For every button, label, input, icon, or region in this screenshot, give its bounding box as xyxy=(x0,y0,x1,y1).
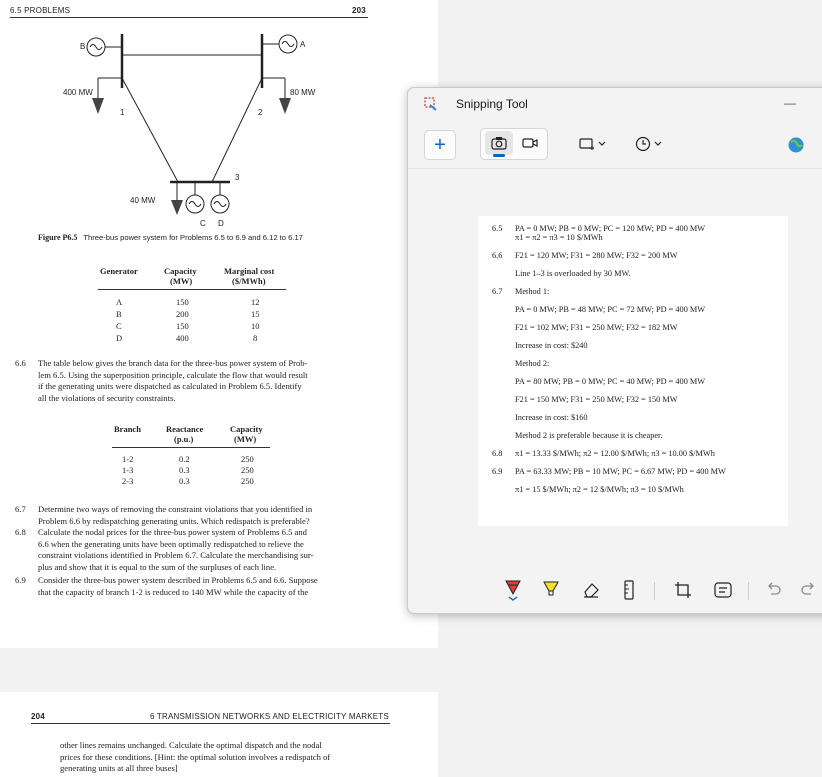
new-snip-button[interactable] xyxy=(424,130,456,160)
gen-b-label: B xyxy=(80,42,86,51)
window-title: Snipping Tool xyxy=(456,97,528,111)
plus-icon: + xyxy=(434,134,446,156)
problem-6-8-text: Calculate the nodal prices for the three-bus power system of Problems 6.5 and 6.6 when the generating units have been optimally redispatched to relieve the constraint violations identified in Problem 6.7. Calculate the merchandising sur- plus and show that it is equal to the sum of the surpluses of each line. xyxy=(38,527,314,572)
answer-line: PA = 63.33 MW; PB = 10 MW; PC = 6.67 MW; PD = 400 MW xyxy=(515,467,726,476)
answer-line: F21 = 150 MW; F31 = 250 MW; F32 = 150 MW xyxy=(515,395,678,404)
problem-6-7-text: Determine two ways of removing the constraint violations that you identified in Problem 6.6 by redispatching generating units. Which redispatch is preferable? xyxy=(38,504,313,526)
problem-6-9-continued: other lines remains unchanged. Calculate the optimal dispatch and the nodal prices for these conditions. [Hint: the optimal solution involves a redispatch of generating units at all three buses] xyxy=(60,740,331,774)
snip-mode-toggle xyxy=(480,128,548,160)
text-actions-button[interactable] xyxy=(710,576,736,604)
captured-snip-image xyxy=(478,216,788,526)
gen-d-label: D xyxy=(218,219,224,228)
answer-line: Method 2: xyxy=(515,359,550,368)
load-2-label: 80 MW xyxy=(290,88,316,97)
answer-line: Increase in cost: $240 xyxy=(515,341,588,350)
ruler-button[interactable] xyxy=(616,576,642,604)
bus-1-label: 1 xyxy=(120,108,125,117)
text-actions-icon xyxy=(714,581,732,599)
header-rule xyxy=(10,17,368,18)
line-1-3 xyxy=(122,78,178,182)
load-arrow-2-icon xyxy=(279,98,291,114)
eraser-icon xyxy=(582,581,600,599)
gen-c-label: C xyxy=(200,219,206,228)
snip-shape-dropdown[interactable] xyxy=(576,132,610,156)
page-number: 204 xyxy=(31,712,45,721)
header-rule xyxy=(31,723,390,724)
snipping-tool-app-icon xyxy=(424,97,438,111)
answer-line: PA = 0 MW; PB = 48 MW; PC = 72 MW; PD = 400 MW xyxy=(515,305,706,314)
load-1-label: 400 MW xyxy=(63,88,93,97)
undo-button[interactable] xyxy=(760,576,786,604)
bus-3-label: 3 xyxy=(235,173,240,182)
active-indicator xyxy=(493,154,505,157)
rectangle-snip-icon xyxy=(579,137,607,151)
undo-icon xyxy=(764,581,782,599)
book-page-203 xyxy=(0,0,438,648)
ballpoint-pen-button[interactable] xyxy=(500,576,526,604)
video-camera-icon xyxy=(522,137,538,149)
problem-6-6-text: The table below gives the branch data for the three-bus power system of Prob- lem 6.5. Using the superposition principle, calculate the flow that would result if the generating units were dispatched as calculated in Problem 6.5. Identify all the violations of security constraints. xyxy=(38,358,308,403)
branch-table: Branch Reactance (p.u.) Capacity (MW) 1-2 0.2 250 1-3 0.3 250 2-3 0.3 250 xyxy=(112,420,270,484)
problem-6-6-number: 6.6 xyxy=(15,358,26,368)
problem-6-9-text: Consider the three-bus power system described in Problems 6.5 and 6.6. Suppose that the capacity of branch 1-2 is reduced to 140 MW while the capacity of the xyxy=(38,575,318,597)
line-3-2 xyxy=(212,78,262,182)
answer-line: PA = 80 MW; PB = 0 MW; PC = 40 MW; PD = 400 MW xyxy=(515,377,706,386)
answer-line: F21 = 120 MW; F31 = 280 MW; F32 = 200 MW xyxy=(515,251,678,260)
problem-6-7-number: 6.7 xyxy=(15,504,26,514)
ruler-icon xyxy=(623,580,635,600)
load-arrow-1-icon xyxy=(92,98,104,114)
highlighter-button[interactable] xyxy=(538,576,564,604)
crop-icon xyxy=(674,581,692,599)
answer-number: 6.8 xyxy=(492,449,503,458)
snipping-tool-window xyxy=(407,87,822,614)
page-number: 203 xyxy=(352,6,366,15)
toolbar-separator xyxy=(654,582,655,600)
answer-line: F21 = 102 MW; F31 = 250 MW; F32 = 182 MW xyxy=(515,323,678,332)
problem-6-9-number: 6.9 xyxy=(15,575,26,585)
crop-button[interactable] xyxy=(670,576,696,604)
answer-line: Method 2 is preferable because it is cheaper. xyxy=(515,431,663,440)
toolbar-divider xyxy=(408,168,822,169)
three-bus-diagram xyxy=(0,20,438,235)
minimize-button[interactable]: — xyxy=(784,96,796,110)
screenshot-mode-button[interactable] xyxy=(485,131,513,155)
answer-line: π1 = π2 = π3 = 10 $/MWh xyxy=(515,233,603,242)
answer-line: PA = 0 MW; PB = 0 MW; PC = 120 MW; PD = 400 MW xyxy=(515,224,706,233)
load-3-label: 40 MW xyxy=(130,196,156,205)
highlighter-icon xyxy=(542,580,560,600)
generator-table: Generator Capacity (MW) Marginal cost ($/MWh) A 150 12 B 200 15 C 150 10 D 400 8 xyxy=(98,262,286,338)
answer-line: π1 = 15 $/MWh; π2 = 12 $/MWh; π3 = 10 $/MWh xyxy=(515,485,684,494)
answer-number: 6.6 xyxy=(492,251,503,260)
copilot-button[interactable] xyxy=(782,132,810,158)
gen-a-label: A xyxy=(300,40,306,49)
toolbar-separator xyxy=(748,582,749,600)
eraser-button[interactable] xyxy=(578,576,604,604)
answer-number: 6.9 xyxy=(492,467,503,476)
globe-icon xyxy=(787,136,805,154)
redo-icon xyxy=(800,581,818,599)
delay-dropdown[interactable] xyxy=(632,132,666,156)
running-header: 6.5 PROBLEMS xyxy=(10,6,71,15)
figure-caption: Figure P6.5 Three-bus power system for Problems 6.5 to 6.9 and 6.12 to 6.17 xyxy=(38,233,303,242)
camera-icon xyxy=(491,136,507,150)
book-page-204 xyxy=(0,692,438,777)
answer-line: Line 1–3 is overloaded by 30 MW. xyxy=(515,269,631,278)
answer-line: Increase in cost: $160 xyxy=(515,413,588,422)
clock-icon xyxy=(635,136,663,152)
answer-number: 6.7 xyxy=(492,287,503,296)
answer-line: π1 = 13.33 $/MWh; π2 = 12.00 $/MWh; π3 = 10.00 $/MWh xyxy=(515,449,715,458)
pen-icon xyxy=(504,579,522,601)
load-arrow-3-icon xyxy=(171,200,183,215)
answer-line: Method 1: xyxy=(515,287,550,296)
problem-6-8-number: 6.8 xyxy=(15,527,26,537)
answer-number: 6.5 xyxy=(492,224,503,233)
record-mode-button[interactable] xyxy=(517,131,543,155)
running-header: 6 TRANSMISSION NETWORKS AND ELECTRICITY MARKETS xyxy=(150,712,389,721)
redo-button[interactable] xyxy=(796,576,822,604)
bus-2-label: 2 xyxy=(258,108,263,117)
